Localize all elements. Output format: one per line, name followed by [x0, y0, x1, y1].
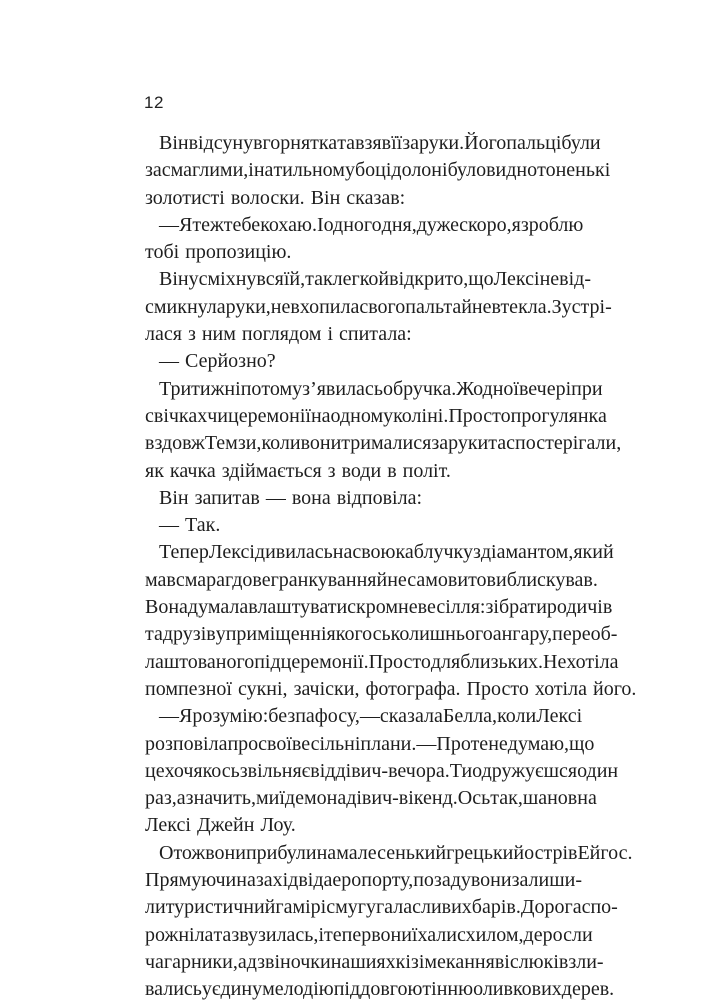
text-word: мекання — [424, 950, 495, 973]
text-word: коліні. — [393, 404, 449, 427]
text-line — [145, 157, 611, 184]
text-word: та — [213, 923, 232, 946]
text-word: під — [254, 650, 281, 673]
text-word: аеропорту, — [323, 869, 414, 892]
text-word: по — [240, 377, 262, 400]
text-line — [145, 376, 603, 403]
text-word: каблучку — [395, 541, 473, 564]
text-word: Белла, — [442, 705, 498, 728]
text-word: вались — [145, 978, 202, 1001]
text-word: води — [341, 459, 382, 482]
text-word: зачіски, — [293, 677, 360, 700]
text-word: волоски. — [230, 186, 305, 209]
text-line — [145, 621, 618, 648]
text-word: Лексі — [208, 541, 255, 564]
text-word: взяв — [355, 132, 392, 154]
text-word: тоненькі — [537, 159, 611, 182]
text-word: і — [318, 923, 324, 946]
text-word: вони — [300, 432, 342, 455]
text-word: дивилась — [254, 541, 333, 564]
text-word: як — [145, 459, 164, 482]
text-word: одного — [323, 213, 382, 236]
text-word: вечері — [518, 377, 572, 400]
text-word: віслюків — [494, 950, 569, 973]
text-word: пальці — [506, 132, 562, 154]
text-line — [145, 321, 577, 348]
text-line — [145, 812, 577, 839]
text-word: Лексі — [493, 268, 540, 291]
text-word: чагарники, — [145, 950, 238, 973]
text-word: розповіла — [145, 732, 228, 755]
text-word: з — [327, 459, 336, 482]
text-word: думаю, — [507, 732, 570, 755]
text-word: вони — [470, 869, 512, 892]
text-word: весільні — [291, 732, 361, 755]
text-word: Тепер — [159, 541, 209, 564]
text-word: лася — [145, 323, 182, 346]
text-word: а — [176, 787, 186, 810]
text-word: втекла. — [491, 295, 552, 318]
text-word: Він — [159, 132, 189, 154]
text-word: росли — [542, 923, 593, 946]
text-word: переоб- — [552, 623, 618, 646]
text-word: Просто — [466, 677, 529, 700]
text-word: дуже — [416, 213, 460, 236]
text-word: Просто — [448, 404, 511, 427]
text-word: на — [326, 787, 347, 810]
text-word: на — [316, 841, 337, 864]
text-word: довгою — [360, 978, 423, 1001]
text-word: Так. — [185, 514, 221, 537]
text-word: якогось — [326, 623, 391, 646]
text-word: долоні — [391, 159, 448, 182]
text-word: пафосу, — [295, 705, 360, 728]
text-word: у — [201, 978, 212, 1001]
text-word: так — [305, 268, 333, 291]
text-word: тінню — [422, 978, 474, 1001]
text-line — [145, 867, 582, 894]
text-word: схилом, — [456, 923, 524, 946]
text-word: Три — [159, 377, 192, 400]
text-word: вони — [205, 841, 246, 864]
text-word: одружуєшся — [472, 759, 578, 782]
text-word: свічках — [145, 404, 208, 427]
text-word: поглядом — [241, 323, 322, 346]
text-word: Я — [179, 213, 193, 236]
text-word: де — [523, 923, 543, 946]
text-word: прибули — [245, 841, 317, 864]
text-word: обручка. — [382, 377, 457, 400]
text-word: сказав: — [346, 186, 406, 209]
text-word: видно — [486, 159, 538, 182]
text-word: в — [387, 459, 397, 482]
text-word: за — [431, 432, 449, 455]
text-word: галасливих — [375, 896, 472, 919]
text-word: усміхнувся — [188, 268, 284, 291]
text-word: коли — [497, 705, 537, 728]
text-word: хотіла — [566, 650, 619, 673]
text-word: були — [561, 132, 601, 154]
text-word: руки, — [225, 295, 271, 318]
text-word: спитала: — [339, 323, 412, 346]
text-word: на — [330, 950, 351, 973]
text-word: Вона — [145, 596, 188, 619]
text-line — [145, 239, 577, 266]
page-number: 12 — [144, 93, 164, 112]
text-word: свої — [258, 732, 292, 755]
text-word: Прямуючи — [145, 869, 237, 892]
text-word: раз, — [145, 787, 177, 810]
text-word: ли — [145, 896, 166, 919]
text-word: і — [418, 950, 425, 973]
text-word: її — [391, 132, 403, 154]
text-word: з — [187, 323, 196, 346]
text-line — [145, 785, 597, 812]
text-word: мелодію — [262, 978, 334, 1001]
text-word: острів — [524, 841, 578, 864]
text-word: сукні, — [237, 677, 288, 700]
text-line — [145, 485, 577, 512]
text-word: вони — [371, 923, 412, 946]
text-line — [145, 758, 619, 785]
text-line — [145, 703, 583, 730]
text-word: Він — [310, 186, 341, 209]
text-word: тобі — [145, 241, 180, 264]
text-word: рожніла — [145, 923, 214, 946]
text-word: Він — [159, 268, 189, 291]
text-word: скромне — [347, 596, 418, 619]
text-word: під — [333, 978, 361, 1001]
text-word: оливкових — [473, 978, 562, 1001]
text-word: на — [332, 541, 353, 564]
text-word: Дорога — [520, 896, 582, 919]
text-word: — — [159, 514, 179, 537]
text-word: зроблю — [520, 213, 584, 236]
text-word: Я — [179, 705, 193, 728]
text-word: Він — [159, 486, 189, 509]
text-word: та — [488, 432, 507, 455]
text-word: Просто — [368, 650, 431, 673]
text-word: було — [447, 159, 487, 182]
text-word: на — [310, 404, 331, 427]
text-word: вона — [291, 486, 331, 509]
text-word: з’явилась — [302, 377, 383, 400]
text-word: — — [159, 213, 179, 236]
text-word: не — [471, 295, 492, 318]
text-word: й — [378, 268, 390, 291]
text-word: горнятка — [262, 132, 338, 154]
text-word: Джейн — [196, 814, 255, 837]
text-word: Отож — [159, 841, 206, 864]
text-line — [145, 676, 637, 703]
text-line — [145, 976, 615, 1003]
text-word: думала — [187, 596, 249, 619]
text-word: відповіла: — [336, 486, 423, 509]
text-word: дівич-вечора. — [335, 759, 450, 782]
text-word: у — [215, 623, 226, 646]
text-line — [145, 649, 619, 676]
text-word: кохаю. — [260, 213, 317, 236]
text-word: дівич-вікенд. — [346, 787, 458, 810]
text-word: прогулянка — [510, 404, 607, 427]
text-word: і — [327, 323, 333, 346]
text-word: тильному — [273, 159, 355, 182]
text-word: влаштувати — [248, 596, 348, 619]
text-word: близьких. — [460, 650, 544, 673]
text-word: ним — [201, 323, 236, 346]
text-line — [145, 403, 607, 430]
text-word: не — [488, 732, 508, 755]
text-line — [145, 512, 577, 539]
text-word: його. — [592, 677, 637, 700]
text-word: їй, — [283, 268, 306, 291]
text-word: спо- — [581, 896, 618, 919]
text-line — [145, 594, 613, 621]
text-word: і — [320, 896, 327, 919]
text-word: та — [145, 623, 163, 646]
text-word: й — [376, 568, 388, 591]
text-word: чи — [207, 404, 228, 427]
text-word: я — [511, 213, 521, 236]
text-word: гамір — [275, 896, 321, 919]
text-line — [145, 731, 595, 758]
text-word: єдину — [211, 978, 263, 1001]
text-word: без — [268, 705, 296, 728]
text-word: захід — [255, 869, 299, 892]
text-word: смугу — [326, 896, 376, 919]
text-word: що — [468, 268, 494, 291]
text-word: одному — [330, 404, 394, 427]
text-word: смарагдове — [175, 568, 271, 591]
text-word: і — [248, 159, 254, 182]
text-word: скоро, — [459, 213, 512, 236]
text-word: туристичний — [165, 896, 276, 919]
text-word: родичів — [546, 596, 613, 619]
text-line — [145, 458, 577, 485]
text-word: Ейгос. — [577, 841, 633, 864]
text-word: діамантом, — [480, 541, 574, 564]
text-word: Лексі — [536, 705, 583, 728]
text-word: церемонії. — [280, 650, 369, 673]
text-line — [145, 294, 612, 321]
text-word: Серйозно? — [185, 350, 276, 373]
text-word: плани. — [360, 732, 417, 755]
text-word: друзів — [162, 623, 216, 646]
text-word: так, — [490, 787, 523, 810]
text-word: відсунув — [188, 132, 263, 154]
text-word: боці — [354, 159, 392, 182]
text-word: барів. — [471, 896, 521, 919]
text-word: дзвіночки — [246, 950, 331, 973]
text-word: Лоу. — [260, 814, 296, 837]
text-word: розумію: — [192, 705, 269, 728]
text-word: відкрито, — [389, 268, 469, 291]
text-word: — — [359, 705, 380, 728]
text-word: політ. — [402, 459, 451, 482]
text-word: пальта — [405, 295, 462, 318]
text-word: шановна — [522, 787, 597, 810]
text-word: несамовито — [387, 568, 487, 591]
text-line — [145, 266, 592, 293]
text-word: Проте — [436, 732, 489, 755]
text-word: трималися — [341, 432, 432, 455]
text-word: приміщенні — [225, 623, 327, 646]
text-word: за — [402, 132, 419, 154]
text-word: — — [159, 350, 179, 373]
text-word: — — [416, 732, 437, 755]
text-word: а — [237, 950, 247, 973]
text-word: залиши- — [511, 869, 582, 892]
text-word: весілля: — [417, 596, 486, 619]
text-word: Ти — [449, 759, 473, 782]
text-word: дня, — [381, 213, 417, 236]
text-line — [145, 840, 633, 867]
text-word: руки. — [418, 132, 465, 154]
text-word: з — [472, 541, 481, 564]
text-word: теж — [192, 213, 224, 236]
text-word: мав — [145, 568, 176, 591]
text-word: фотографа. — [365, 677, 461, 700]
text-word: Зустрі- — [551, 295, 612, 318]
text-word: дерев. — [561, 978, 615, 1001]
text-word: легко — [332, 268, 379, 291]
text-word: шиях — [350, 950, 396, 973]
text-word: Ось — [457, 787, 491, 810]
text-word: хоч — [164, 759, 194, 782]
text-word: — — [159, 705, 179, 728]
text-word: виблискував. — [486, 568, 598, 591]
text-word: качка — [169, 459, 216, 482]
text-line — [145, 567, 598, 594]
text-word: вхопила — [290, 295, 360, 318]
text-word: тому — [261, 377, 303, 400]
text-line — [145, 185, 577, 212]
text-word: хотіла — [534, 677, 587, 700]
text-word: звузилась, — [231, 923, 319, 946]
text-word: запитав — [194, 486, 260, 509]
text-word: Темзи, — [204, 432, 262, 455]
text-word: не — [539, 268, 560, 291]
text-line — [145, 539, 614, 566]
text-word: їдемо — [279, 787, 327, 810]
text-word: здіймається — [221, 459, 322, 482]
text-word: золотисті — [145, 186, 225, 209]
text-word: на — [253, 159, 274, 182]
text-word: тижні — [191, 377, 241, 400]
text-word: тепер — [324, 923, 372, 946]
text-word: помпезної — [145, 677, 232, 700]
text-word: смикнула — [145, 295, 226, 318]
text-word: гранкування — [270, 568, 377, 591]
text-word: спостерігали, — [506, 432, 622, 455]
text-word: кіз — [395, 950, 419, 973]
text-line — [145, 348, 577, 375]
text-word: — — [265, 486, 286, 509]
text-word: від- — [559, 268, 592, 291]
text-word: ми — [255, 787, 280, 810]
text-word: ангару, — [492, 623, 553, 646]
text-word: їхали — [411, 923, 457, 946]
text-word: на — [236, 869, 256, 892]
text-word: руки — [448, 432, 489, 455]
text-word: один — [577, 759, 619, 782]
text-word: свого — [359, 295, 406, 318]
text-word: лаштованого — [145, 650, 255, 673]
text-word: свою — [352, 541, 396, 564]
text-word: Його — [464, 132, 507, 154]
text-word: позаду — [413, 869, 471, 892]
text-word: звільняє — [239, 759, 311, 782]
text-word: тебе — [223, 213, 261, 236]
text-word: церемонії — [228, 404, 311, 427]
text-word: якось — [193, 759, 240, 782]
text-word: Жодної — [456, 377, 519, 400]
text-line — [145, 922, 593, 949]
text-word: про — [227, 732, 259, 755]
text-word: не — [270, 295, 291, 318]
body-text — [145, 130, 637, 1004]
text-word: значить, — [185, 787, 256, 810]
text-word: зли- — [568, 950, 604, 973]
text-word: малесенький — [336, 841, 447, 864]
text-word: коли — [261, 432, 301, 455]
text-word: який — [573, 541, 614, 564]
text-line — [145, 949, 604, 976]
text-word: Не — [543, 650, 567, 673]
text-word: сказала — [379, 705, 443, 728]
text-word: й — [461, 295, 472, 318]
text-word: пропозицію. — [185, 241, 292, 264]
text-word: для — [430, 650, 461, 673]
text-word: що — [569, 732, 595, 755]
text-word: зібрати — [485, 596, 547, 619]
text-word: І — [316, 213, 324, 236]
text-line — [145, 212, 584, 239]
text-line — [145, 130, 601, 157]
text-word: засмаглими, — [145, 159, 249, 182]
text-word: грецький — [446, 841, 525, 864]
text-line — [145, 894, 618, 921]
text-word: Лексі — [145, 814, 191, 837]
text-word: від — [298, 869, 324, 892]
text-word: та — [337, 132, 356, 154]
text-word: вздовж — [145, 432, 205, 455]
text-word: від — [310, 759, 336, 782]
text-word: колишнього — [390, 623, 493, 646]
text-word: це — [145, 759, 165, 782]
text-word: при — [571, 377, 603, 400]
text-line — [145, 430, 622, 457]
